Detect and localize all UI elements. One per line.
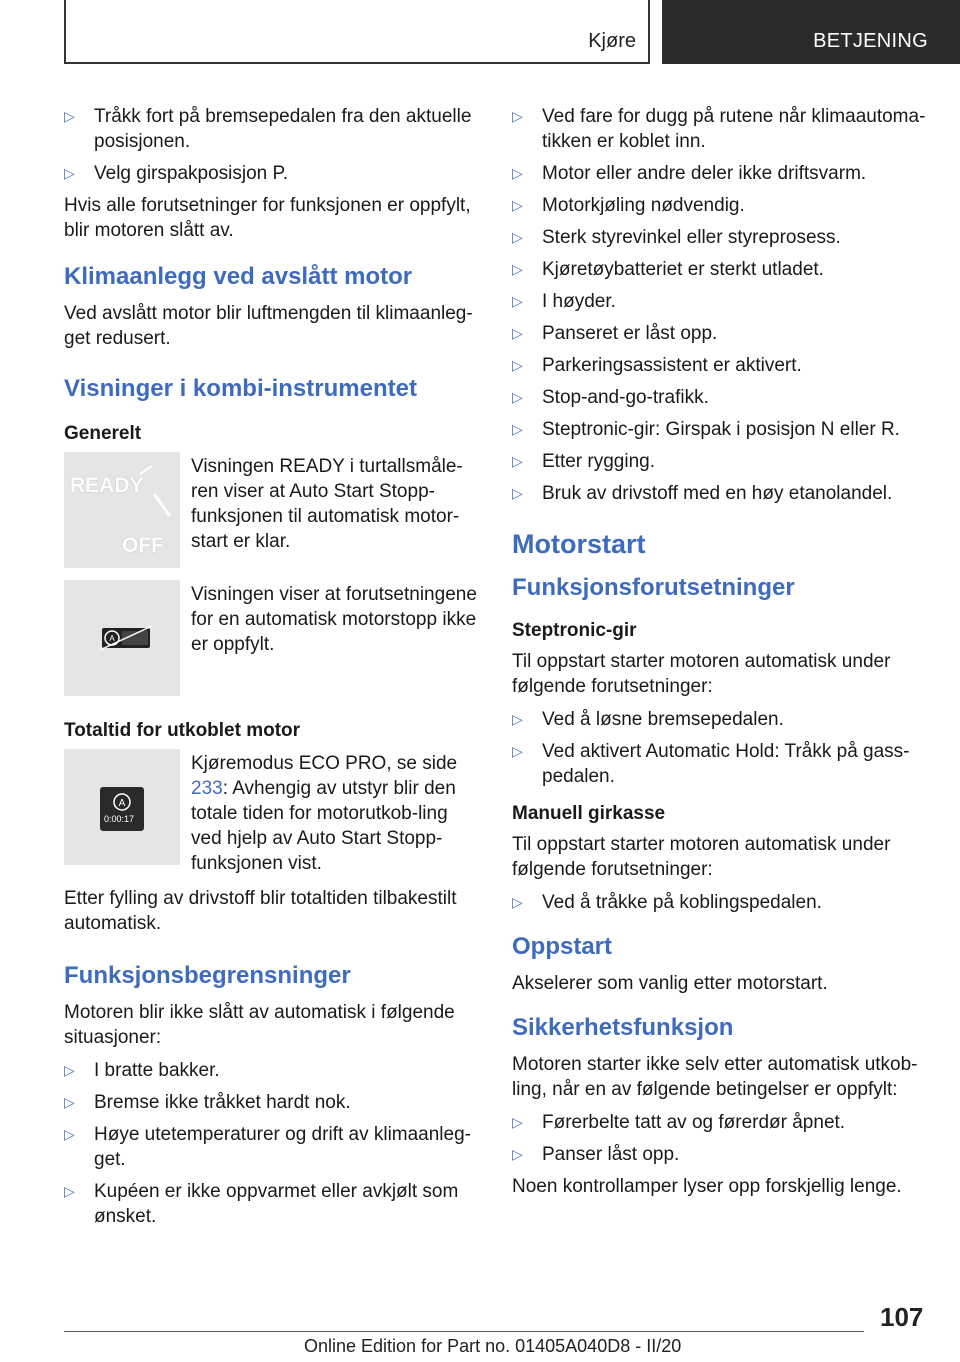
paragraph: Til oppstart starter motoren automatisk under følgende forutsetninger: <box>512 651 891 697</box>
ready-off-image <box>64 452 180 568</box>
list-item: ▷ Parkeringsassistent er aktivert. <box>512 355 802 376</box>
ready-description: Visningen READY i turtallsmåle‐ren viser at Auto Start Stopp-funksjonen til automatisk motor‐start er klar. <box>191 456 463 552</box>
triangle-bullet-icon: ▷ <box>64 1183 75 1199</box>
heading-motorstart: Motorstart <box>512 529 646 559</box>
ready-indicator-row <box>64 452 478 568</box>
heading-funksjonsforutsetninger: Funksjonsforutsetninger <box>512 574 795 601</box>
triangle-bullet-icon: ▷ <box>512 325 523 341</box>
triangle-bullet-icon: ▷ <box>64 165 75 181</box>
heading-steptronic: Steptronic-gir <box>512 620 637 641</box>
heading-funksjonsbegrensninger: Funksjonsbegrensninger <box>64 962 351 989</box>
heading-manuell-girkasse: Manuell girkasse <box>512 803 666 824</box>
header-chapter-label: BETJENING <box>813 30 928 52</box>
list-item: ▷ Tråkk fort på bremsepedalen fra den aktuelle posisjonen. <box>64 106 472 152</box>
footer-divider <box>64 1331 864 1332</box>
triangle-bullet-icon: ▷ <box>512 165 523 181</box>
list-item: ▷ Motor eller andre deler ikke driftsvarm. <box>512 163 867 184</box>
triangle-bullet-icon: ▷ <box>64 108 75 124</box>
paragraph: Motoren starter ikke selv etter automatisk utkob‐ling, når en av følgende betingelser er oppfylt: <box>512 1054 918 1100</box>
triangle-bullet-icon: ▷ <box>512 261 523 277</box>
triangle-bullet-icon: ▷ <box>64 1062 75 1078</box>
list-item: ▷ Bruk av drivstoff med en høy etanolandel. <box>512 483 893 504</box>
triangle-bullet-icon: ▷ <box>512 357 523 373</box>
list-item: ▷ Panseret er låst opp. <box>512 323 718 344</box>
footer-edition: Online Edition for Part no. 01405A040D8 - II/20 <box>304 1336 682 1356</box>
triangle-bullet-icon: ▷ <box>512 485 523 501</box>
heading-visninger: Visninger i kombi-instrumentet <box>64 375 417 402</box>
list-item: ▷ Ved å tråkke på koblingspedalen. <box>512 892 822 913</box>
triangle-bullet-icon: ▷ <box>512 389 523 405</box>
list-item: ▷ Panser låst opp. <box>512 1144 680 1165</box>
ready-label: READY <box>70 474 144 497</box>
list-item: ▷ I høyder. <box>512 291 616 312</box>
header-section-box <box>64 0 650 64</box>
triangle-bullet-icon: ▷ <box>512 894 523 910</box>
list-item: ▷ Velg girspakposisjon P. <box>64 163 288 184</box>
total-time-description: Kjøremodus ECO PRO, se side 233: Avhengig av utstyr blir den totale tiden for motorutkob‐ling ved hjelp av Auto Start Stopp-funksjonen vist. <box>191 753 458 874</box>
list-item: ▷ Bremse ikke tråkket hardt nok. <box>64 1092 351 1113</box>
triangle-bullet-icon: ▷ <box>512 108 523 124</box>
right-column <box>512 104 928 1207</box>
list-item: ▷ Ved å løsne bremsepedalen. <box>512 709 784 730</box>
heading-sikkerhetsfunksjon: Sikkerhetsfunksjon <box>512 1014 734 1041</box>
list-item: ▷ Stop-and-go-trafikk. <box>512 387 709 408</box>
heading-klimaanlegg: Klimaanlegg ved avslått motor <box>64 263 413 290</box>
list-item: ▷ Kjøretøybatteriet er sterkt utladet. <box>512 259 824 280</box>
triangle-bullet-icon: ▷ <box>512 453 523 469</box>
triangle-bullet-icon: ▷ <box>512 743 523 759</box>
svg-text:A: A <box>109 634 115 643</box>
list-item: ▷ Førerbelte tatt av og førerdør åpnet. <box>512 1112 846 1133</box>
paragraph: Akselerer som vanlig etter motorstart. <box>512 973 828 994</box>
list-item: ▷ Ved fare for dugg på rutene når klimaautoma‐tikken er koblet inn. <box>512 106 926 152</box>
header-section-label: Kjøre <box>588 30 636 52</box>
total-time-image <box>64 749 180 865</box>
list-item: ▷ Kupéen er ikke oppvarmet eller avkjølt som ønsket. <box>64 1181 459 1227</box>
list-item: ▷ Ved aktivert Automatic Hold: Tråkk på gass‐pedalen. <box>512 741 910 787</box>
list-item: ▷ Høye utetemperaturer og drift av klimaanleg‐get. <box>64 1124 471 1170</box>
auto-start-stop-icon <box>64 749 180 865</box>
not-fulfilled-description: Visningen viser at forutsetningene for en automatisk motorstopp ikke er oppfylt. <box>191 584 477 655</box>
not-fulfilled-row <box>64 580 478 696</box>
page-link-233[interactable]: 233 <box>191 778 223 799</box>
list-item: ▷ Motorkjøling nødvendig. <box>512 195 745 216</box>
header-chapter-box <box>662 0 960 64</box>
triangle-bullet-icon: ▷ <box>512 293 523 309</box>
left-column <box>64 104 478 1236</box>
paragraph: Ved avslått motor blir luftmengden til klimaanleg‐get redusert. <box>64 303 473 349</box>
triangle-bullet-icon: ▷ <box>512 1146 523 1162</box>
total-time-row <box>64 749 478 876</box>
svg-text:A: A <box>118 798 126 809</box>
page-number: 107 <box>880 1302 924 1332</box>
start-stop-crossed-icon <box>64 580 180 696</box>
list-item: ▷ Etter rygging. <box>512 451 655 472</box>
triangle-bullet-icon: ▷ <box>512 197 523 213</box>
triangle-bullet-icon: ▷ <box>512 711 523 727</box>
heading-generelt: Generelt <box>64 423 142 444</box>
timer-readout: 0:00:17 <box>104 814 135 824</box>
paragraph: Til oppstart starter motoren automatisk under følgende forutsetninger: <box>512 834 891 880</box>
triangle-bullet-icon: ▷ <box>64 1126 75 1142</box>
paragraph: Hvis alle forutsetninger for funksjonen er oppfylt, blir motoren slått av. <box>64 195 471 241</box>
triangle-bullet-icon: ▷ <box>512 229 523 245</box>
triangle-bullet-icon: ▷ <box>64 1094 75 1110</box>
start-stop-crossed-image <box>64 580 180 696</box>
list-item: ▷ Steptronic-gir: Girspak i posisjon N eller R. <box>512 419 900 440</box>
paragraph: Etter fylling av drivstoff blir totaltiden tilbakestilt automatisk. <box>64 888 457 934</box>
paragraph: Motoren blir ikke slått av automatisk i følgende situasjoner: <box>64 1002 455 1048</box>
list-item: ▷ I bratte bakker. <box>64 1060 220 1081</box>
triangle-bullet-icon: ▷ <box>512 1114 523 1130</box>
list-item: ▷ Sterk styrevinkel eller styreprosess. <box>512 227 841 248</box>
heading-totaltid: Totaltid for utkoblet motor <box>64 720 301 741</box>
paragraph: Noen kontrollamper lyser opp forskjellig lenge. <box>512 1176 902 1197</box>
off-label: OFF <box>122 534 164 557</box>
heading-oppstart: Oppstart <box>512 933 613 960</box>
triangle-bullet-icon: ▷ <box>512 421 523 437</box>
